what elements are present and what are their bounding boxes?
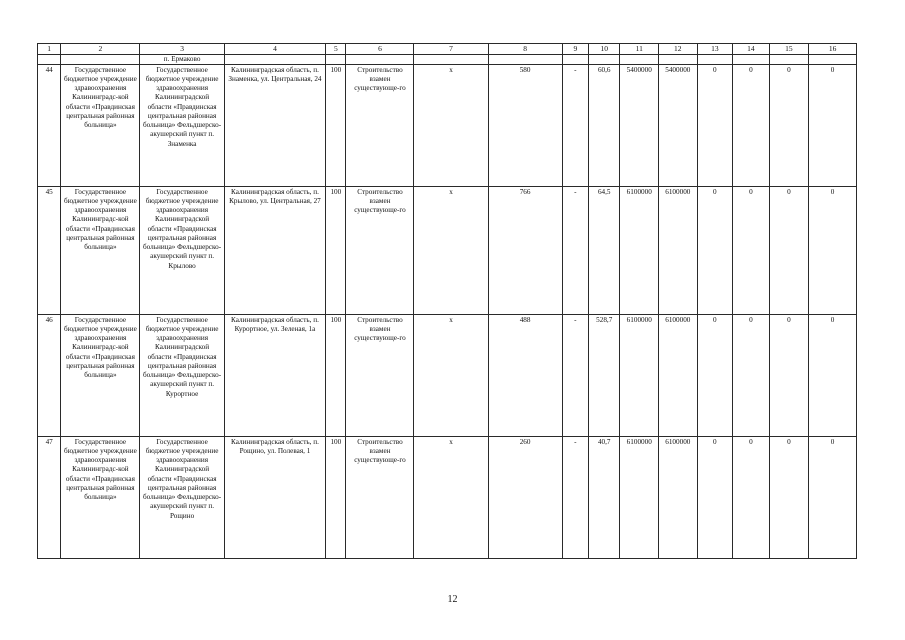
value-cell-13: 0 xyxy=(697,64,733,186)
value-cell-10: 60,6 xyxy=(589,64,620,186)
column-number: 1 xyxy=(38,44,61,55)
value-cell-9: - xyxy=(562,186,588,314)
row-number-cell: 46 xyxy=(38,314,61,436)
column-number-row xyxy=(38,44,857,55)
percent-cell: 100 xyxy=(326,186,346,314)
address-cell: Калининградская область, п. Рощино, ул. Полевая, 1 xyxy=(224,436,325,558)
value-cell-14: 0 xyxy=(733,314,770,436)
address-cell: Калининградская область, п. Знаменка, ул. Центральная, 24 xyxy=(224,64,325,186)
address-cell: Калининградская область, п. Курортное, ул. Зеленая, 1а xyxy=(224,314,325,436)
column-number: 3 xyxy=(140,44,224,55)
value-cell-14: 0 xyxy=(733,64,770,186)
percent-cell: 100 xyxy=(326,314,346,436)
column-number: 9 xyxy=(562,44,588,55)
row-number-cell: 45 xyxy=(38,186,61,314)
work-type-cell: Строительство взамен существующе-го xyxy=(346,436,414,558)
value-cell-12: 6100000 xyxy=(659,314,698,436)
page-number: 12 xyxy=(447,594,458,605)
value-cell-15: 0 xyxy=(769,314,809,436)
column-number: 11 xyxy=(620,44,659,55)
column-number: 5 xyxy=(326,44,346,55)
column-number: 7 xyxy=(414,44,488,55)
facility-cell: Государственное бюджетное учреждение здравоохранения Калининградской области «Правдинская центральная районная больница» Фельдшерско-акушерский пункт п. Рощино xyxy=(140,436,224,558)
column-number: 16 xyxy=(809,44,857,55)
value-cell-7: х xyxy=(414,436,488,558)
value-cell-10: 64,5 xyxy=(589,186,620,314)
continuation-row xyxy=(38,54,857,64)
value-cell-10: 528,7 xyxy=(589,314,620,436)
institution-cell: Государственное бюджетное учреждение здравоохранения Калининградс-кой области «Правдинская центральная районная больница» xyxy=(61,186,140,314)
work-type-cell: Строительство взамен существующе-го xyxy=(346,186,414,314)
facility-cell: Государственное бюджетное учреждение здравоохранения Калининградской области «Правдинская центральная районная больница» Фельдшерско-акушерский пункт п. Курортное xyxy=(140,314,224,436)
institution-cell: Государственное бюджетное учреждение здравоохранения Калининградс-кой области «Правдинская центральная районная больница» xyxy=(61,64,140,186)
percent-cell: 100 xyxy=(326,436,346,558)
value-cell-7: х xyxy=(414,64,488,186)
column-number: 2 xyxy=(61,44,140,55)
value-cell-16: 0 xyxy=(809,436,857,558)
institution-cell: Государственное бюджетное учреждение здравоохранения Калининградс-кой области «Правдинская центральная районная больница» xyxy=(61,436,140,558)
table-row xyxy=(38,314,857,436)
table-row xyxy=(38,436,857,558)
facility-cell: Государственное бюджетное учреждение здравоохранения Калининградской области «Правдинская центральная районная больница» Фельдшерско-акушерский пункт п. Знаменка xyxy=(140,64,224,186)
column-number: 13 xyxy=(697,44,733,55)
value-cell-15: 0 xyxy=(769,436,809,558)
column-number: 14 xyxy=(733,44,770,55)
document-table xyxy=(37,43,857,559)
value-cell-13: 0 xyxy=(697,186,733,314)
column-number: 8 xyxy=(488,44,562,55)
column-number: 12 xyxy=(659,44,698,55)
value-cell-16: 0 xyxy=(809,186,857,314)
address-cell: Калининградская область, п. Крылово, ул. Центральная, 27 xyxy=(224,186,325,314)
percent-cell: 100 xyxy=(326,64,346,186)
value-cell-11: 5400000 xyxy=(620,64,659,186)
facility-cell: Государственное бюджетное учреждение здравоохранения Калининградской области «Правдинская центральная районная больница» Фельдшерско-акушерский пункт п. Крылово xyxy=(140,186,224,314)
value-cell-7: х xyxy=(414,186,488,314)
value-cell-8: 260 xyxy=(488,436,562,558)
table-row xyxy=(38,64,857,186)
value-cell-14: 0 xyxy=(733,436,770,558)
table-row xyxy=(38,186,857,314)
column-number: 6 xyxy=(346,44,414,55)
value-cell-10: 40,7 xyxy=(589,436,620,558)
value-cell-16: 0 xyxy=(809,64,857,186)
value-cell-13: 0 xyxy=(697,436,733,558)
row-number-cell: 47 xyxy=(38,436,61,558)
value-cell-9: - xyxy=(562,436,588,558)
column-number: 10 xyxy=(589,44,620,55)
value-cell-15: 0 xyxy=(769,186,809,314)
value-cell-9: - xyxy=(562,314,588,436)
value-cell-7: х xyxy=(414,314,488,436)
work-type-cell: Строительство взамен существующе-го xyxy=(346,64,414,186)
value-cell-9: - xyxy=(562,64,588,186)
value-cell-11: 6100000 xyxy=(620,186,659,314)
column-number: 4 xyxy=(224,44,325,55)
column-number: 15 xyxy=(769,44,809,55)
value-cell-16: 0 xyxy=(809,314,857,436)
value-cell-12: 5400000 xyxy=(659,64,698,186)
value-cell-13: 0 xyxy=(697,314,733,436)
continuation-cell: п. Ермаково xyxy=(140,54,224,64)
value-cell-8: 488 xyxy=(488,314,562,436)
value-cell-11: 6100000 xyxy=(620,436,659,558)
value-cell-15: 0 xyxy=(769,64,809,186)
work-type-cell: Строительство взамен существующе-го xyxy=(346,314,414,436)
value-cell-11: 6100000 xyxy=(620,314,659,436)
value-cell-8: 766 xyxy=(488,186,562,314)
row-number-cell: 44 xyxy=(38,64,61,186)
value-cell-14: 0 xyxy=(733,186,770,314)
value-cell-12: 6100000 xyxy=(659,436,698,558)
value-cell-8: 580 xyxy=(488,64,562,186)
value-cell-12: 6100000 xyxy=(659,186,698,314)
institution-cell: Государственное бюджетное учреждение здравоохранения Калининградс-кой области «Правдинская центральная районная больница» xyxy=(61,314,140,436)
